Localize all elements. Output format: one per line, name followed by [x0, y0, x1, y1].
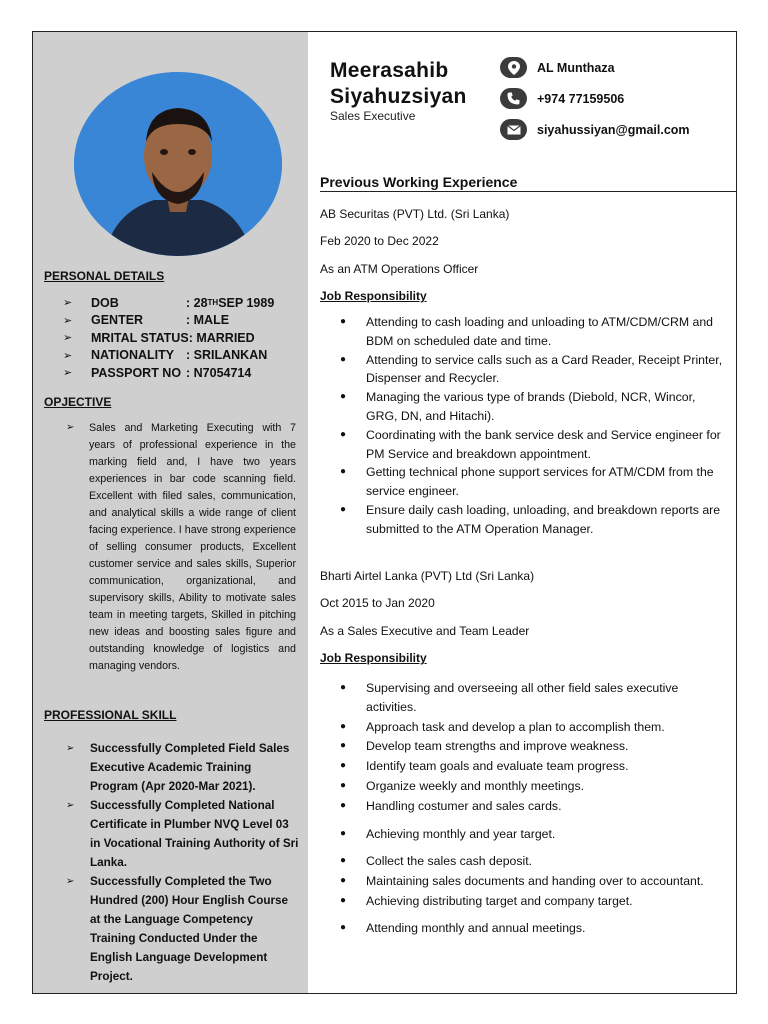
bullet-icon: ● — [339, 466, 347, 478]
contact-list — [500, 52, 690, 145]
bullet-icon: ● — [339, 353, 347, 365]
pd-dob: ➢ DOB : 28 TH SEP 1989 — [63, 295, 275, 310]
duty-item: ● Achieving monthly and year target. — [320, 825, 730, 844]
arrow-bullet-icon: ➢ — [63, 349, 73, 362]
contact-location: AL Munthaza — [500, 52, 690, 83]
objective-text: Sales and Marketing Executing with 7 years of professional experience in the marking field and, I have two years experiences in bar code scanning field. Excellent with filed sales, communication, and analytical skills a wide range of client facing experience. I have strong experience of selling consumer products, Excellent customer service and sales skills, Superior communication, organizational, and supervisory skills, Ability to motivate sales team in meeting targets, Skilled in pitching new ideas and boosting sales figure and outstanding knowledge of logistics and managing vendors. — [89, 422, 296, 672]
duty-item: ● Getting technical phone support services for ATM/CDM from the service engineer. — [320, 463, 730, 501]
bullet-icon: ● — [339, 760, 347, 772]
pd-gender: ➢ GENTER : MALE — [63, 313, 230, 328]
objective-heading: OPJECTIVE — [44, 395, 112, 409]
arrow-bullet-icon: ➢ — [63, 314, 73, 327]
duty-item: ● Maintaining sales documents and handing over to accountant. — [320, 872, 730, 891]
bullet-icon: ● — [339, 779, 347, 791]
location-pin-icon — [500, 57, 527, 78]
profile-photo — [74, 72, 282, 256]
bullet-icon: ● — [339, 855, 347, 867]
bullet-icon: ● — [339, 720, 347, 732]
arrow-bullet-icon: ➢ — [66, 800, 75, 811]
skill-item: ➢ Successfully Completed Field Sales Executive Academic Training Program (Apr 2020-Mar 2021). — [66, 739, 300, 796]
bullet-icon: ● — [339, 682, 347, 693]
job-company: AB Securitas (PVT) Ltd. (Sri Lanka) — [320, 206, 510, 221]
duty-item: ● Organize weekly and monthly meetings. — [320, 777, 730, 796]
bullet-icon: ● — [339, 875, 347, 887]
job-entry — [320, 200, 730, 539]
candidate-title: Sales Executive — [330, 109, 416, 123]
duty-item: ● Attending to cash loading and unloading to ATM/CDM/CRM and BDM on scheduled date and time. — [320, 313, 730, 351]
bullet-icon: ● — [339, 503, 347, 515]
arrow-bullet-icon: ➢ — [63, 332, 73, 345]
bullet-icon: ● — [339, 799, 347, 811]
duty-item: ● Handling costumer and sales cards. — [320, 797, 730, 816]
objective-block — [66, 420, 300, 675]
skill-item: ➢ Successfully Completed the Two Hundred (200) Hour English Course at the Language Competency Training Conducted Under the English Language Development Project. — [66, 872, 300, 986]
bullet-icon: ● — [339, 740, 347, 752]
bullet-icon: ● — [339, 316, 347, 327]
duty-item: ● Develop team strengths and improve weakness. — [320, 737, 730, 756]
duty-item: ● Coordinating with the bank service desk and Service engineer for PM Service and breakdown appointment. — [320, 426, 730, 464]
bullet-icon: ● — [339, 894, 347, 906]
bullet-icon: ● — [339, 827, 347, 839]
experience-heading: Previous Working Experience — [320, 174, 736, 192]
pd-nationality: ➢ NATIONALITY : SRILANKAN — [63, 348, 268, 363]
bullet-icon: ● — [339, 391, 347, 403]
contact-email: siyahussiyan@gmail.com — [500, 114, 690, 145]
professional-skill-heading: PROFESSIONAL SKILL — [44, 708, 177, 722]
arrow-bullet-icon: ➢ — [66, 743, 75, 754]
resume-page — [32, 31, 737, 994]
job-period: Feb 2020 to Dec 2022 — [320, 234, 439, 249]
pd-marital-status: ➢ MRITAL STATUS : MARRIED — [63, 330, 255, 345]
job-responsibility-label: Job Responsibility — [320, 651, 427, 666]
phone-icon — [500, 88, 527, 109]
arrow-bullet-icon: ➢ — [66, 422, 75, 433]
bullet-icon: ● — [339, 921, 347, 933]
duty-item: ● Approach task and develop a plan to accomplish them. — [320, 718, 730, 737]
arrow-bullet-icon: ➢ — [66, 876, 75, 887]
mail-icon — [500, 119, 527, 140]
skill-item: ➢ Successfully Completed National Certificate in Plumber NVQ Level 03 in Vocational Training Authority of Sri Lanka. — [66, 796, 300, 872]
personal-details-list — [63, 294, 274, 382]
duty-item: ● Attending to service calls such as a Card Reader, Receipt Printer, Dispenser and Recycler. — [320, 351, 730, 389]
job-period: Oct 2015 to Jan 2020 — [320, 596, 435, 611]
job-company: Bharti Airtel Lanka (PVT) Ltd (Sri Lanka) — [320, 568, 535, 583]
duty-item: ● Supervising and overseeing all other field sales executive activities. — [320, 679, 730, 717]
duty-item: ● Achieving distributing target and company target. — [320, 892, 730, 911]
duty-item: ● Ensure daily cash loading, unloading, and breakdown reports are submitted to the ATM Operation Manager. — [320, 501, 730, 539]
arrow-bullet-icon: ➢ — [63, 297, 73, 310]
bullet-icon: ● — [339, 428, 347, 440]
job-entry — [320, 562, 730, 938]
contact-phone: +974 77159506 — [500, 83, 690, 114]
personal-details-heading: PERSONAL DETAILS — [44, 269, 165, 283]
job-role: As an ATM Operations Officer — [320, 261, 479, 276]
duty-item: ● Managing the various type of brands (Diebold, NCR, Wincor, GRG, DN, and Hitachi). — [320, 388, 730, 426]
job-role: As a Sales Executive and Team Leader — [320, 623, 530, 638]
arrow-bullet-icon: ➢ — [63, 367, 73, 380]
pd-passport: ➢ PASSPORT NO : N7054714 — [63, 365, 252, 380]
duty-item: ● Collect the sales cash deposit. — [320, 852, 730, 871]
duty-item: ● Attending monthly and annual meetings. — [320, 919, 730, 938]
candidate-name: Meerasahib Siyahuzsiyan — [330, 59, 467, 108]
job-responsibility-label: Job Responsibility — [320, 289, 427, 304]
duty-item: ● Identify team goals and evaluate team progress. — [320, 757, 730, 776]
sidebar — [33, 32, 308, 993]
skills-list — [66, 739, 300, 986]
